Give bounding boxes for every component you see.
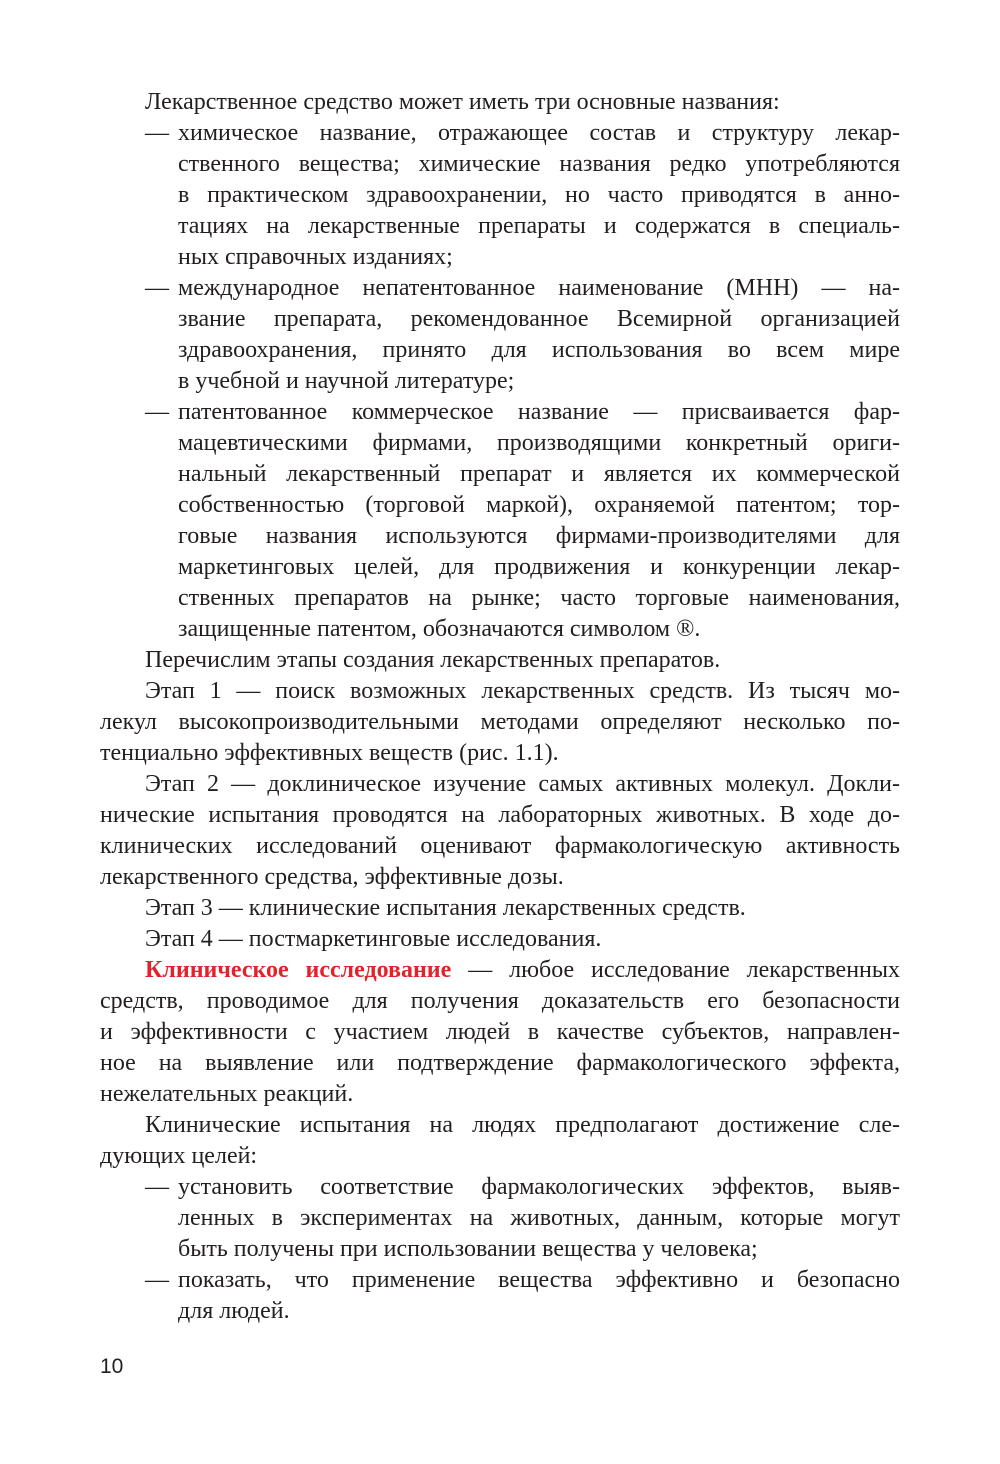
text-line xyxy=(100,955,900,986)
text-line: мацевтическими фирмами, производящими конкретный ориги- xyxy=(178,430,900,456)
text-line: ное на выявление или подтверждение фармакологического эффекта, xyxy=(100,1050,900,1076)
text-line: Клинические испытания на людях предполагают достижение сле- xyxy=(145,1112,900,1138)
text-line: средств, проводимое для получения доказательств его безопасности xyxy=(100,988,900,1014)
paragraph-intro xyxy=(100,87,900,118)
text-line: нальный лекарственный препарат и является их коммерческой xyxy=(178,461,900,487)
bullet-dash: — xyxy=(145,275,169,301)
text-line: клинических исследований оценивают фармакологическую активность xyxy=(100,833,900,859)
text-line: показать, что применение вещества эффективно и безопасно xyxy=(178,1267,900,1293)
list-item-goal-1 xyxy=(145,1172,900,1265)
text-line: ных справочных изданиях; xyxy=(178,244,453,270)
bullet-dash: — xyxy=(145,399,169,425)
text-line: говые названия используются фирмами-производителями для xyxy=(178,523,900,549)
text-line: тациях на лекарственные препараты и содержатся в специаль- xyxy=(178,213,900,239)
text-line: звание препарата, рекомендованное Всемирной организацией xyxy=(178,306,900,332)
list-item-chemical-name xyxy=(145,118,900,273)
defined-term: Клиническое исследование xyxy=(145,957,452,983)
text-line: лекарственного средства, эффективные дозы. xyxy=(100,864,564,890)
text-line: установить соответствие фармакологических эффектов, выяв- xyxy=(178,1174,900,1200)
text-line: в учебной и научной литературе; xyxy=(178,368,515,394)
text-line: Этап 2 — доклиническое изучение самых активных молекул. Докли- xyxy=(145,771,900,797)
text-line: Этап 1 — поиск возможных лекарственных средств. Из тысяч мо- xyxy=(145,678,900,704)
paragraph-stage-2 xyxy=(100,769,900,893)
text-line: здравоохранения, принято для использования во всем мире xyxy=(178,337,900,363)
text-line: быть получены при использовании вещества у человека; xyxy=(178,1236,758,1262)
text-line: Лекарственное средство может иметь три основные названия: xyxy=(145,89,780,115)
paragraph-stage-1 xyxy=(100,676,900,769)
text-line: Этап 3 — клинические испытания лекарственных средств. xyxy=(145,895,746,921)
list-item-inn xyxy=(145,273,900,397)
text-line: Перечислим этапы создания лекарственных препаратов. xyxy=(145,647,721,673)
text-line: Этап 4 — постмаркетинговые исследования. xyxy=(145,926,602,952)
bullet-dash: — xyxy=(145,1267,169,1293)
text-line: ственных препаратов на рынке; часто торговые наименования, xyxy=(178,585,900,611)
paragraph-stage-3 xyxy=(100,893,900,924)
paragraph-clinical-study-definition xyxy=(100,955,900,1110)
text-line: нежелательных реакций. xyxy=(100,1081,354,1107)
text-line: и эффективности с участием людей в качестве субъектов, направлен- xyxy=(100,1019,900,1045)
text-line: маркетинговых целей, для продвижения и конкуренции лекар- xyxy=(178,554,900,580)
bullet-dash: — xyxy=(145,1174,169,1200)
list-item-goal-2 xyxy=(145,1265,900,1327)
definition-text: — любое исследование лекарственных xyxy=(468,957,901,983)
paragraph-stage-4 xyxy=(100,924,900,955)
text-line: химическое название, отражающее состав и структуру лекар- xyxy=(178,120,900,146)
text-line: нические испытания проводятся на лабораторных животных. В ходе до- xyxy=(100,802,900,828)
text-line: тенциально эффективных веществ (рис. 1.1). xyxy=(100,740,559,766)
text-line: патентованное коммерческое название — присваивается фар- xyxy=(178,399,900,425)
text-line: собственностью (торговой маркой), охраняемой патентом; тор- xyxy=(178,492,900,518)
text-line: лекул высокопроизводительными методами определяют несколько по- xyxy=(100,709,900,735)
text-line: международное непатентованное наименование (МНН) — на- xyxy=(178,275,900,301)
text-line: ленных в экспериментах на животных, данным, которые могут xyxy=(178,1205,900,1231)
text-line: защищенные патентом, обозначаются символом ®. xyxy=(178,616,701,642)
paragraph-stages-intro xyxy=(100,645,900,676)
list-item-trade-name xyxy=(145,397,900,645)
paragraph-goals-intro xyxy=(100,1110,900,1172)
page-body xyxy=(100,87,900,1327)
page-number: 10 xyxy=(100,1355,124,1378)
text-line: для людей. xyxy=(178,1298,290,1324)
bullet-dash: — xyxy=(145,120,169,146)
text-line: ственного вещества; химические названия редко употребляются xyxy=(178,151,900,177)
text-line: в практическом здравоохранении, но часто приводятся в анно- xyxy=(178,182,900,208)
text-line: дующих целей: xyxy=(100,1143,258,1169)
